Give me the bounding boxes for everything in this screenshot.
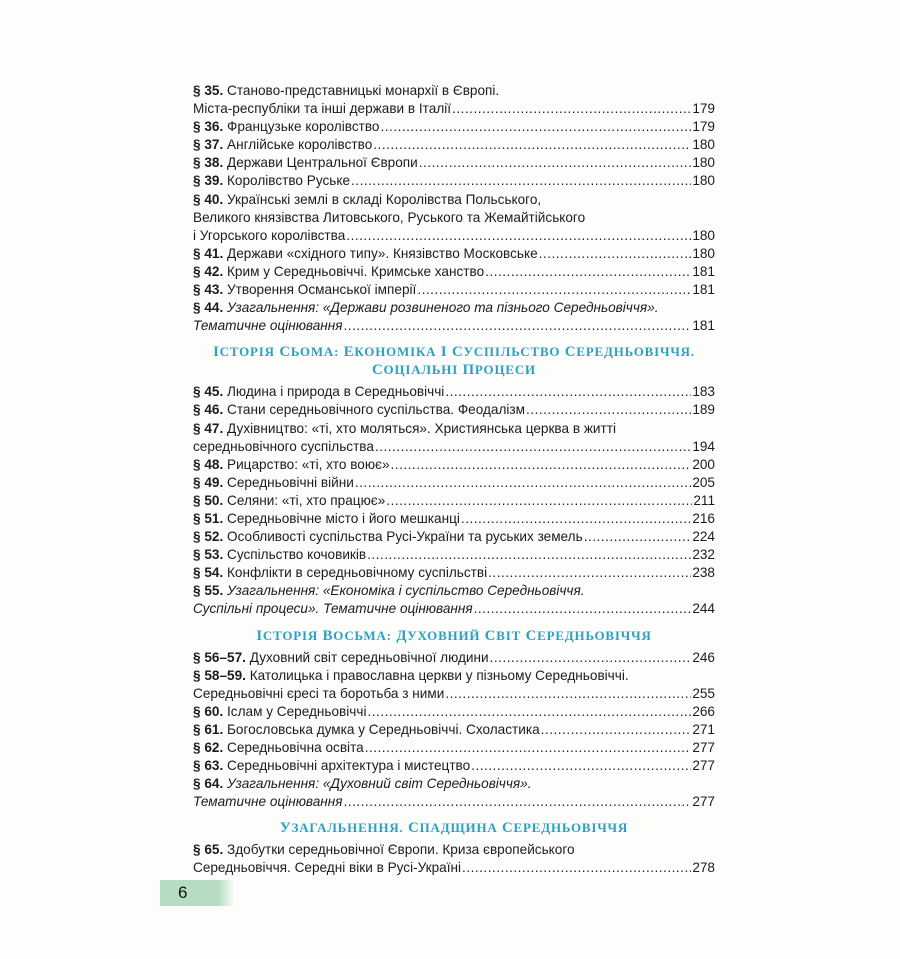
entry-title: Середньовічні єресі та боротьба з ними	[193, 685, 445, 701]
page-reference: 277	[692, 740, 715, 755]
section-heading-part: ЕРЕДНЬОВІЧЧЯ.	[576, 344, 695, 360]
page-reference: 277	[692, 758, 715, 774]
entry-title: Здобутки середньовічної Європи. Криза європейського	[227, 842, 575, 858]
dot-leader	[417, 281, 691, 299]
toc-entry[interactable]	[193, 582, 715, 618]
toc-entry[interactable]	[193, 191, 715, 245]
page-reference: 180	[692, 245, 715, 261]
page-reference: 216	[692, 510, 715, 526]
entry-title: Рицарство: «ті, хто воює»	[227, 456, 390, 472]
toc-line[interactable]	[193, 100, 715, 118]
toc-entry-text	[193, 793, 343, 811]
toc-entry[interactable]	[193, 263, 715, 281]
page-reference: 179	[692, 101, 715, 117]
toc-line[interactable]	[193, 703, 715, 721]
dot-leader	[391, 456, 692, 474]
paragraph-number: § 35.	[193, 83, 224, 98]
entry-title: Особливості суспільства Русі-України та руських земель	[227, 529, 583, 545]
paragraph-number: § 47.	[193, 420, 224, 436]
toc-entry[interactable]	[193, 775, 715, 811]
toc-entry[interactable]	[193, 703, 715, 721]
section-heading: ІСТОРІЯ СЬОМА: ЕКОНОМІКА І СУСПІЛЬСТВО СЕРЕДНЬОВІЧЧЯ.	[213, 344, 695, 361]
section-heading-part: ЗАГАЛЬНЕННЯ.	[291, 820, 404, 836]
dot-leader	[367, 546, 691, 564]
toc-entry[interactable]	[193, 841, 715, 877]
toc-line[interactable]	[193, 299, 715, 317]
entry-title: «Економіка і суспільство Середньовіччя.	[322, 583, 585, 599]
paragraph-number: § 64.	[193, 776, 224, 792]
toc-entry[interactable]	[193, 281, 715, 299]
paragraph-number: § 43.	[193, 282, 224, 298]
toc-line[interactable]	[193, 118, 715, 136]
dot-leader	[346, 227, 691, 245]
dot-leader	[375, 438, 691, 456]
entry-title: Держави Центральної Європи	[227, 155, 418, 171]
toc-line[interactable]	[193, 564, 715, 582]
toc-line[interactable]	[193, 492, 715, 510]
dot-leader	[365, 739, 692, 757]
dot-leader	[526, 401, 691, 419]
toc-line[interactable]	[193, 474, 715, 492]
section-heading-part: УСПІЛЬСТВО	[463, 344, 561, 360]
entry-title: Утворення Османської імперії	[227, 282, 417, 298]
toc-line[interactable]	[193, 841, 715, 859]
entry-title: Королівство Руське	[227, 173, 351, 189]
toc-line[interactable]	[193, 649, 715, 667]
page-reference: 189	[692, 402, 715, 418]
paragraph-number: § 65.	[193, 842, 224, 858]
section-spacer	[193, 335, 715, 343]
entry-title: Великого князівства Литовського, Руського та Жемайтійського	[193, 209, 586, 225]
toc-line[interactable]	[193, 721, 715, 739]
toc-entry-text	[193, 456, 390, 474]
toc-line[interactable]	[193, 191, 715, 209]
page-reference: 244	[692, 601, 715, 617]
section-heading: СОЦІАЛЬНІ ПРОЦЕСИ	[372, 362, 536, 379]
paragraph-number: § 49.	[193, 474, 224, 490]
summary-label: Узагальнення:	[227, 583, 320, 599]
page-reference: 278	[692, 860, 715, 876]
dot-leader	[584, 528, 692, 546]
paragraph-number: § 39.	[193, 173, 224, 189]
toc-entry-text	[193, 209, 585, 227]
toc-entry-text	[193, 685, 444, 703]
dot-leader	[445, 383, 691, 401]
toc-entry-text	[193, 420, 616, 438]
toc-entry-text	[193, 474, 354, 492]
entry-title: Людина і природа в Середньовіччі	[227, 384, 445, 400]
toc-entry-text	[193, 600, 473, 618]
toc-entry-text	[193, 136, 372, 154]
section-heading-part: СТОРІЯ	[219, 344, 275, 360]
toc-entry-text	[193, 263, 484, 281]
page-reference: 181	[692, 318, 715, 334]
dot-leader	[490, 649, 692, 667]
paragraph-number: § 40.	[193, 191, 224, 207]
toc-entry[interactable]	[193, 136, 715, 154]
toc-line[interactable]	[193, 582, 715, 600]
toc-entry[interactable]	[193, 420, 715, 456]
dot-leader	[461, 510, 691, 528]
dot-leader	[419, 154, 692, 172]
dot-leader	[367, 703, 691, 721]
page-reference: 211	[693, 492, 715, 508]
section-spacer	[193, 619, 715, 627]
entry-title: Французьке королівство	[227, 119, 380, 135]
toc-entry-text	[193, 859, 461, 877]
entry-title: Духовний світ середньовічної людини	[249, 649, 489, 665]
toc-entry-text	[193, 172, 350, 190]
paragraph-number: § 62.	[193, 740, 224, 755]
entry-title: Суспільні процеси». Тематичне оцінювання	[193, 601, 473, 617]
page-reference: 205	[692, 474, 715, 490]
paragraph-number: § 44.	[193, 300, 224, 316]
toc-line[interactable]	[193, 154, 715, 172]
summary-label: Узагальнення:	[227, 776, 320, 792]
toc-entry[interactable]	[193, 82, 715, 118]
dot-leader	[344, 317, 692, 335]
paragraph-number: § 55.	[193, 583, 224, 599]
toc-line[interactable]	[193, 317, 715, 335]
entry-title: Селяни: «ті, хто працює»	[227, 492, 386, 508]
paragraph-number: § 45.	[193, 384, 224, 400]
toc-entry[interactable]	[193, 667, 715, 703]
toc-entry-text	[193, 118, 379, 136]
paragraph-number: § 36.	[193, 119, 224, 135]
toc-line[interactable]	[193, 420, 715, 438]
paragraph-number: § 48.	[193, 456, 224, 472]
dot-leader	[452, 100, 691, 118]
paragraph-number: § 41.	[193, 245, 224, 261]
paragraph-number: § 61.	[193, 721, 224, 737]
page-reference: 224	[692, 529, 715, 545]
toc-entry-text	[193, 757, 470, 775]
entry-title: Тематичне оцінювання	[193, 318, 343, 334]
page-reference: 246	[692, 649, 715, 665]
page-reference: 200	[692, 456, 715, 472]
toc-entry-text	[193, 227, 345, 245]
toc-line[interactable]	[193, 209, 715, 227]
toc-line[interactable]	[193, 685, 715, 703]
section-heading-part: СТОРІЯ	[262, 627, 319, 643]
toc-entry-text	[193, 191, 541, 209]
entry-title: Суспільство кочовиків	[227, 547, 367, 563]
toc-entry[interactable]	[193, 649, 715, 667]
page-reference: 180	[692, 137, 715, 153]
toc-line[interactable]	[193, 245, 715, 263]
toc-entry-text	[193, 245, 538, 263]
section-heading-part: УХОВНИЙ	[407, 627, 481, 643]
page-reference: 194	[692, 438, 715, 454]
paragraph-number: § 46.	[193, 402, 224, 418]
entry-title: Міста-республіки та інші держави в Італії	[193, 101, 452, 117]
paragraph-number: § 54.	[193, 565, 224, 581]
entry-title: Конфлікти в середньовічному суспільстві	[227, 565, 488, 581]
section-heading-part: ОЦІАЛЬНІ	[383, 362, 459, 378]
page-reference: 180	[692, 173, 715, 189]
toc-entry[interactable]	[193, 739, 715, 757]
entry-title: Держави «східного типу». Князівство Московське	[227, 245, 538, 261]
section-heading-part: ЕРЕДНЬОВІЧЧЯ	[513, 820, 629, 836]
toc-entry-text	[193, 438, 374, 456]
dot-leader	[471, 757, 691, 775]
toc-line[interactable]	[193, 793, 715, 811]
section-heading: ІСТОРІЯ ВОСЬМА: ДУХОВНИЙ СВІТ СЕРЕДНЬОВІЧЧЯ	[256, 627, 652, 644]
section-heading-part: РОЦЕСИ	[474, 362, 536, 378]
section-heading-part: КОНОМІКА	[354, 344, 437, 360]
toc-line[interactable]	[193, 82, 715, 100]
page-reference: 238	[692, 565, 715, 581]
toc-entry[interactable]	[193, 757, 715, 775]
toc-line[interactable]	[193, 438, 715, 456]
paragraph-number: § 53.	[193, 547, 224, 563]
toc-line[interactable]	[193, 172, 715, 190]
entry-title: Середньовіччя. Середні віки в Русі-Україні	[193, 860, 462, 876]
dot-leader	[474, 600, 692, 618]
page-number: 6	[160, 880, 235, 906]
entry-title: Середньовічне місто і його мешканці	[227, 510, 460, 526]
dot-leader	[462, 859, 691, 877]
paragraph-number: § 52.	[193, 529, 224, 545]
toc-line[interactable]	[193, 600, 715, 618]
toc-line[interactable]	[193, 401, 715, 419]
table-of-contents	[193, 82, 715, 878]
page-reference: 271	[692, 721, 715, 737]
dot-leader	[380, 118, 691, 136]
toc-entry-text	[193, 775, 531, 793]
page-reference: 255	[692, 685, 715, 701]
entry-title: Середньовічні війни	[227, 474, 354, 490]
dot-leader	[488, 564, 691, 582]
entry-title: Станово-представницькі монархії в Європі.	[227, 83, 500, 98]
toc-entry[interactable]	[193, 456, 715, 474]
page-reference: 277	[692, 794, 715, 810]
toc-entry-text	[193, 703, 366, 721]
page-reference: 181	[692, 263, 715, 279]
toc-entry[interactable]	[193, 510, 715, 528]
dot-leader	[485, 263, 691, 281]
entry-title: Середньовічна освіта	[227, 740, 364, 755]
toc-line[interactable]	[193, 281, 715, 299]
toc-entry[interactable]	[193, 528, 715, 546]
paragraph-number: § 56–57.	[193, 649, 246, 665]
paragraph-number: § 51.	[193, 510, 224, 526]
section-heading-part: ЬОМА:	[290, 344, 340, 360]
toc-line[interactable]	[193, 263, 715, 281]
page-reference: 181	[692, 282, 715, 298]
entry-title: «Держави розвиненого та пізнього Середньовіччя».	[322, 300, 659, 316]
toc-line[interactable]	[193, 227, 715, 245]
toc-entry-text	[193, 510, 460, 528]
toc-entry-text	[193, 317, 343, 335]
paragraph-number: § 60.	[193, 703, 224, 719]
toc-entry-text	[193, 564, 487, 582]
page-reference: 232	[692, 547, 715, 563]
section-heading-part: ОСЬМА:	[333, 627, 392, 643]
toc-entry-text	[193, 492, 385, 510]
toc-line[interactable]	[193, 510, 715, 528]
dot-leader	[541, 721, 692, 739]
paragraph-number: § 50.	[193, 492, 224, 508]
dot-leader	[445, 685, 691, 703]
toc-line[interactable]	[193, 528, 715, 546]
dot-leader	[355, 474, 691, 492]
toc-entry-text	[193, 841, 575, 859]
dot-leader	[539, 245, 692, 263]
toc-entry[interactable]	[193, 564, 715, 582]
page-reference: 180	[692, 227, 715, 243]
paragraph-number: § 42.	[193, 263, 224, 279]
toc-entry-text	[193, 154, 418, 172]
paragraph-number: § 37.	[193, 137, 224, 153]
toc-entry-text	[193, 582, 585, 600]
toc-entry[interactable]	[193, 546, 715, 564]
entry-title: Іслам у Середньовіччі	[227, 703, 367, 719]
entry-title: Духівництво: «ті, хто моляться». Християнська церква в житті	[227, 420, 616, 436]
paragraph-number: § 38.	[193, 155, 224, 171]
paragraph-number: § 63.	[193, 758, 224, 774]
entry-title: Богословська думка у Середньовіччі. Схоластика	[227, 721, 540, 737]
section-heading: УЗАГАЛЬНЕННЯ. СПАДЩИНА СЕРЕДНЬОВІЧЧЯ	[279, 820, 629, 837]
toc-entry-text	[193, 649, 489, 667]
summary-label: Узагальнення:	[227, 300, 320, 316]
toc-line[interactable]	[193, 739, 715, 757]
toc-entry-text	[193, 299, 658, 317]
toc-entry[interactable]	[193, 118, 715, 136]
toc-entry-text	[193, 281, 416, 299]
toc-line[interactable]	[193, 859, 715, 877]
entry-title: Англійське королівство	[227, 137, 373, 153]
toc-entry[interactable]	[193, 401, 715, 419]
section-spacer	[193, 811, 715, 819]
entry-title: Крим у Середньовіччі. Кримське ханство	[227, 263, 485, 279]
toc-line[interactable]	[193, 775, 715, 793]
toc-entry-text	[193, 546, 366, 564]
toc-entry-text	[193, 401, 525, 419]
toc-entry-text	[193, 528, 583, 546]
toc-entry[interactable]	[193, 299, 715, 335]
page-reference: 180	[692, 155, 715, 171]
toc-line[interactable]	[193, 456, 715, 474]
page-reference: 266	[692, 703, 715, 719]
section-heading-part: ЕРЕДНЬОВІЧЧЯ	[537, 627, 652, 643]
toc-entry-text	[193, 383, 444, 401]
toc-entry[interactable]	[193, 492, 715, 510]
toc-entry-text	[193, 100, 451, 118]
page-reference: 179	[692, 119, 715, 135]
section-heading-part: ПАДЩИНА	[419, 820, 498, 836]
toc-entry[interactable]	[193, 383, 715, 401]
toc-entry-text	[193, 82, 499, 100]
toc-entry-text	[193, 721, 540, 739]
toc-entry[interactable]	[193, 154, 715, 172]
toc-entry[interactable]	[193, 474, 715, 492]
toc-entry[interactable]	[193, 721, 715, 739]
toc-line[interactable]	[193, 546, 715, 564]
entry-title: Тематичне оцінювання	[193, 794, 343, 810]
entry-title: Середньовічні архітектура і мистецтво	[227, 758, 471, 774]
toc-entry-text	[193, 667, 629, 685]
toc-line[interactable]	[193, 757, 715, 775]
dot-leader	[344, 793, 692, 811]
entry-title: Українські землі в складі Королівства Польського,	[227, 191, 542, 207]
toc-entry[interactable]	[193, 172, 715, 190]
dot-leader	[351, 172, 691, 190]
page-reference: 183	[692, 384, 715, 400]
dot-leader	[373, 136, 691, 154]
entry-title: «Духовний світ Середньовіччя».	[322, 776, 532, 792]
dot-leader	[386, 492, 692, 510]
toc-entry[interactable]	[193, 245, 715, 263]
paragraph-number: § 58–59.	[193, 667, 246, 683]
entry-title: і Угорського королівства	[193, 227, 346, 243]
toc-line[interactable]	[193, 136, 715, 154]
toc-entry-text	[193, 739, 364, 757]
entry-title: середньовічного суспільства	[193, 438, 374, 454]
section-heading-part: ВІТ	[496, 627, 522, 643]
entry-title: Католицька і православна церкви у пізньому Середньовіччі.	[249, 667, 629, 683]
toc-line[interactable]	[193, 667, 715, 685]
entry-title: Стани середньовічного суспільства. Феодалізм	[227, 402, 526, 418]
toc-line[interactable]	[193, 383, 715, 401]
